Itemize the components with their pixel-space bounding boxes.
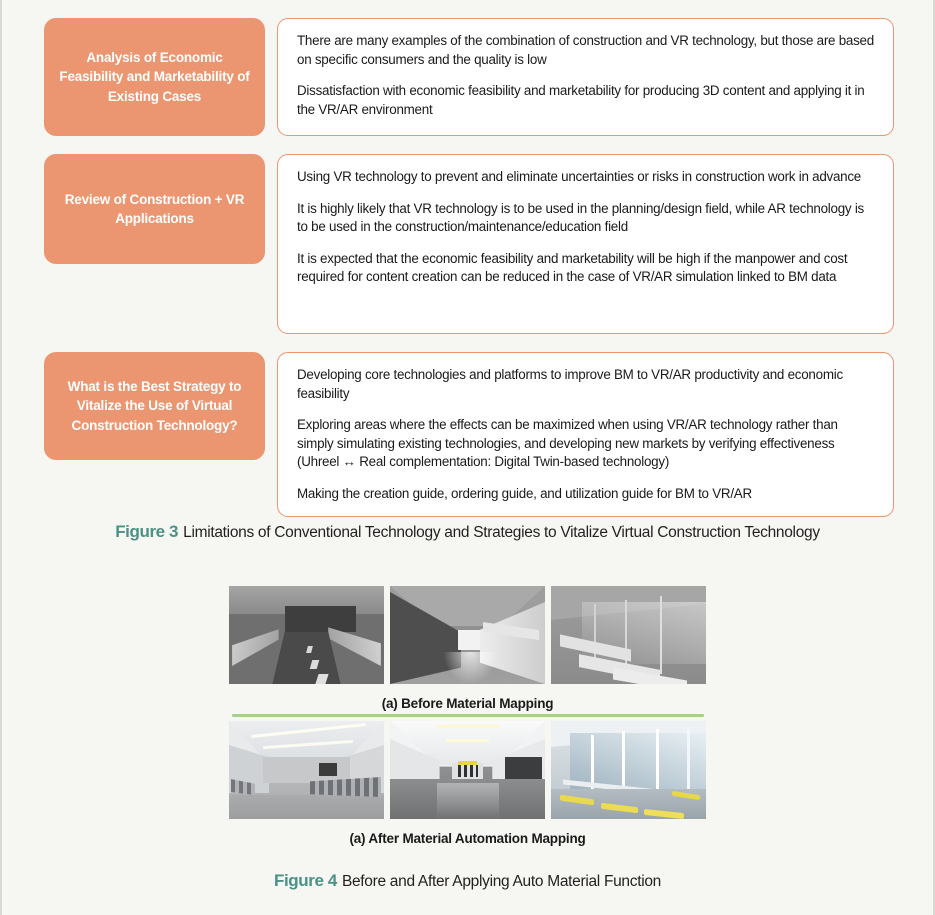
bullet-item: There are many examples of the combination of construction and VR technology, but those are based on specific consumers and the quality is low [297, 33, 874, 67]
figure4-before-subcaption: (a) Before Material Mapping [381, 696, 554, 711]
row-body-analysis [277, 18, 894, 136]
matrix-row [44, 18, 894, 136]
bullet-item: Dissatisfaction with economic feasibility and marketability for producing 3D content and applying it in the VR/AR environment [297, 83, 865, 117]
thumbnail-before-window-wall [551, 586, 706, 684]
matrix-row [44, 154, 894, 334]
row-body-strategy [277, 352, 894, 517]
figure4-caption-text: Before and After Applying Auto Material Function [341, 873, 661, 890]
thumbnail-before-roadway [229, 586, 384, 684]
bullet-item: Developing core technologies and platforms to improve BM to VR/AR productivity and economic feasibility [297, 367, 843, 401]
row-label-text: What is the Best Strategy to Vitalize the Use of Virtual Construction Technology? [67, 379, 242, 433]
thumbnail-row-before [2, 586, 933, 684]
figure4-caption [2, 871, 933, 891]
thumbnail-after-lobby [229, 721, 384, 819]
figure3-caption-text: Limitations of Conventional Technology and Strategies to Vitalize Virtual Construction Technology [183, 524, 820, 541]
figure4-after-subcaption: (a) After Material Automation Mapping [349, 831, 586, 846]
row-label-strategy [44, 352, 265, 460]
figure3-matrix [44, 18, 894, 535]
row-label-analysis [44, 18, 265, 136]
thumbnail-after-window-wall [551, 721, 706, 819]
figure3-label: Figure 3 [115, 522, 179, 541]
thumbnail-before-corridor [390, 586, 545, 684]
figure3-caption [2, 522, 933, 542]
row-label-review [44, 154, 265, 264]
figure4-before-group [2, 586, 933, 711]
row-label-text: Analysis of Economic Feasibility and Marketability of Existing Cases [59, 50, 250, 104]
figure4-label: Figure 4 [274, 871, 337, 890]
figure4-after-group [2, 714, 933, 846]
green-divider-rule [232, 714, 704, 717]
bullet-item: It is expected that the economic feasibility and marketability will be high if the manpower and cost required for content creation can be reduced in the case of VR/AR simulation linked to BM data [297, 250, 848, 284]
row-label-text: Review of Construction + VR Applications [64, 191, 245, 226]
matrix-row [44, 352, 894, 517]
thumbnail-row-after [2, 721, 933, 819]
bullet-item: Making the creation guide, ordering guide, and utilization guide for BM to VR/AR [297, 485, 752, 501]
bullet-item: It is highly likely that VR technology is to be used in the planning/design field, while AR technology is to be used in the construction/maintenance/education field [297, 200, 865, 234]
bullet-item: Using VR technology to prevent and eliminate uncertainties or risks in construction work in advance [297, 169, 861, 184]
row-body-review [277, 154, 894, 334]
thumbnail-after-corridor [390, 721, 545, 819]
bullet-item: Exploring areas where the effects can be maximized when using VR/AR technology rather than simply simulating existing technologies, and developing new markets by verifying effectiveness (Uhreel ↔ Real complementation: Digital Twin-based technology) [297, 417, 838, 469]
